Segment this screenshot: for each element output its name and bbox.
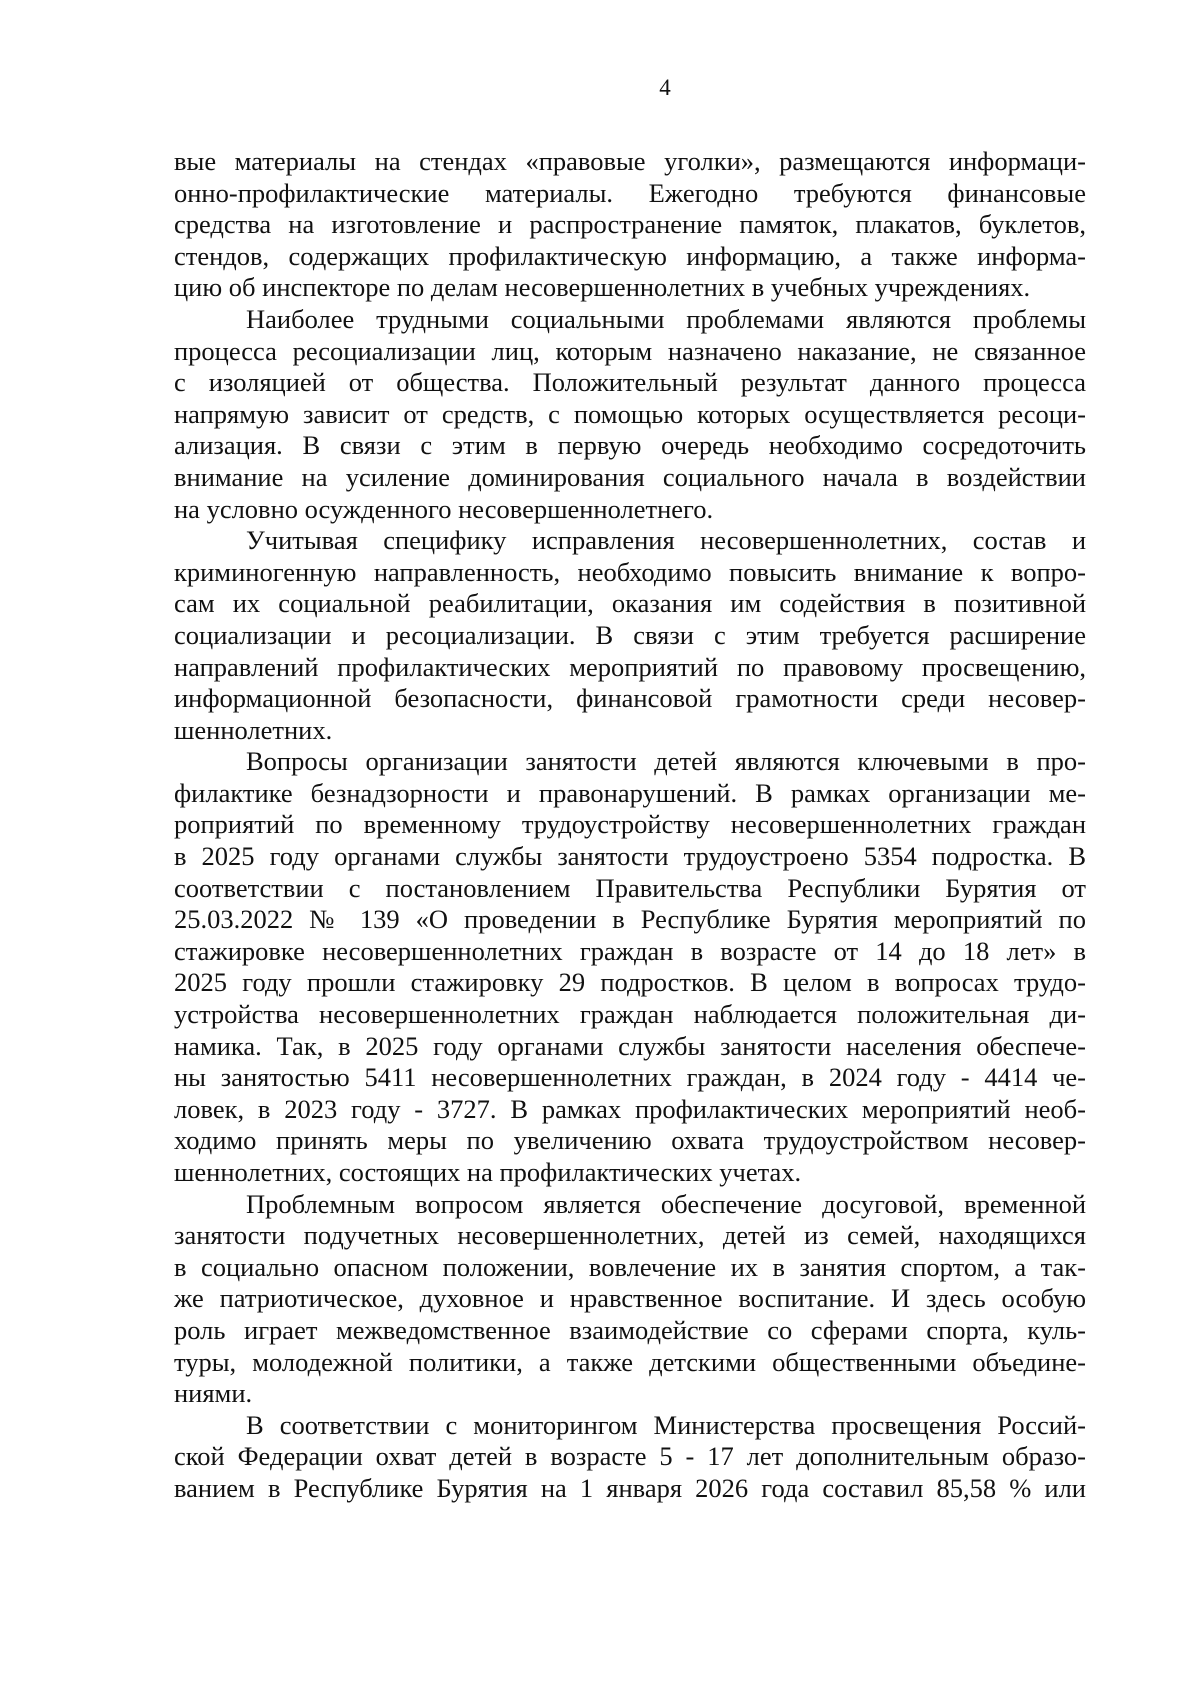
text-line: занятости подучетных несовершеннолетних, детей из семей, находящихся xyxy=(174,1220,1086,1251)
text-line: Учитывая специфику исправления несовершеннолетних, состав и xyxy=(246,525,1086,556)
text-line: онно-профилактические материалы. Ежегодно требуются финансовые xyxy=(174,177,1086,208)
text-line: ловек, в 2023 году - 3727. В рамках профилактических мероприятий необ- xyxy=(174,1093,1086,1124)
text-line: социализации и ресоциализации. В связи с этим требуется расширение xyxy=(174,619,1086,650)
text-line: с изоляцией от общества. Положительный результат данного процесса xyxy=(174,367,1086,398)
text-line: ализация. В связи с этим в первую очередь необходимо сосредоточить xyxy=(174,430,1086,461)
paragraph xyxy=(174,304,1086,525)
text-line: Наиболее трудными социальными проблемами являются проблемы xyxy=(246,303,1086,334)
text-line: процесса ресоциализации лиц, которым назначено наказание, не связанное xyxy=(174,335,1086,366)
text-line: вые материалы на стендах «правовые уголки», размещаются информаци- xyxy=(174,146,1086,176)
paragraph xyxy=(174,525,1086,746)
text-line: туры, молодежной политики, а также детскими общественными объедине- xyxy=(174,1346,1086,1377)
text-line: криминогенную направленность, необходимо повысить внимание к вопро- xyxy=(174,556,1086,587)
text-line: филактике безнадзорности и правонарушений. В рамках организации ме- xyxy=(174,777,1086,808)
text-line: стендов, содержащих профилактическую информацию, а также информа- xyxy=(174,240,1086,271)
text-line: в 2025 году органами службы занятости трудоустроено 5354 подростка. В xyxy=(174,841,1086,872)
text-line: сам их социальной реабилитации, оказания им содействия в позитивной xyxy=(174,588,1086,619)
document-body xyxy=(174,146,1086,1505)
page-number: 4 xyxy=(659,75,671,100)
text-line: напрямую зависит от средств, с помощью которых осуществляется ресоци- xyxy=(174,398,1086,429)
text-line: ниями. xyxy=(174,1378,253,1409)
text-line: соответствии с постановлением Правительства Республики Бурятия от xyxy=(174,872,1086,903)
text-line: намика. Так, в 2025 году органами службы занятости населения обеспече- xyxy=(174,1030,1086,1061)
paragraph xyxy=(174,1189,1086,1410)
text-line: шеннолетних. xyxy=(174,714,333,745)
text-line: же патриотическое, духовное и нравственное воспитание. И здесь особую xyxy=(174,1283,1086,1314)
text-line: направлений профилактических мероприятий по правовому просвещению, xyxy=(174,651,1086,682)
text-line: на условно осужденного несовершеннолетнего. xyxy=(174,493,714,524)
text-line: ны занятостью 5411 несовершеннолетних граждан, в 2024 году - 4414 че- xyxy=(174,1062,1086,1093)
text-line: цию об инспекторе по делам несовершеннолетних в учебных учреждениях. xyxy=(174,272,1031,303)
text-line: информационной безопасности, финансовой грамотности среди несовер- xyxy=(174,683,1086,714)
text-line: внимание на усиление доминирования социального начала в воздействии xyxy=(174,461,1086,492)
text-line: шеннолетних, состоящих на профилактических учетах. xyxy=(174,1157,802,1187)
text-line: средства на изготовление и распространение памяток, плакатов, буклетов, xyxy=(174,209,1086,240)
text-line: ванием в Республике Бурятия на 1 января 2026 года составил 85,58 % или xyxy=(174,1472,1086,1503)
text-line: роприятий по временному трудоустройству несовершеннолетних граждан xyxy=(174,809,1086,840)
text-line: ходимо принять меры по увеличению охвата трудоустройством несовер- xyxy=(174,1125,1086,1156)
text-line: устройства несовершеннолетних граждан наблюдается положительная ди- xyxy=(174,999,1086,1030)
text-line: ской Федерации охват детей в возрасте 5 - 17 лет дополнительным образо- xyxy=(174,1441,1086,1472)
text-line: роль играет межведомственное взаимодействие со сферами спорта, куль- xyxy=(174,1314,1086,1345)
paragraph xyxy=(174,746,1086,1188)
text-line: стажировке несовершеннолетних граждан в возрасте от 14 до 18 лет» в xyxy=(174,935,1086,966)
paragraph xyxy=(174,146,1086,304)
text-line: Вопросы организации занятости детей являются ключевыми в про- xyxy=(246,746,1086,777)
text-line: Проблемным вопросом является обеспечение досуговой, временной xyxy=(246,1188,1086,1219)
paragraph xyxy=(174,1410,1086,1505)
text-line: 2025 году прошли стажировку 29 подростков. В целом в вопросах трудо- xyxy=(174,967,1086,998)
text-line: 25.03.2022 № 139 «О проведении в Республике Бурятия мероприятий по xyxy=(174,904,1086,935)
text-line: в социально опасном положении, вовлечение их в занятия спортом, а так- xyxy=(174,1251,1086,1282)
text-line: В соответствии с мониторингом Министерства просвещения Россий- xyxy=(246,1409,1086,1440)
